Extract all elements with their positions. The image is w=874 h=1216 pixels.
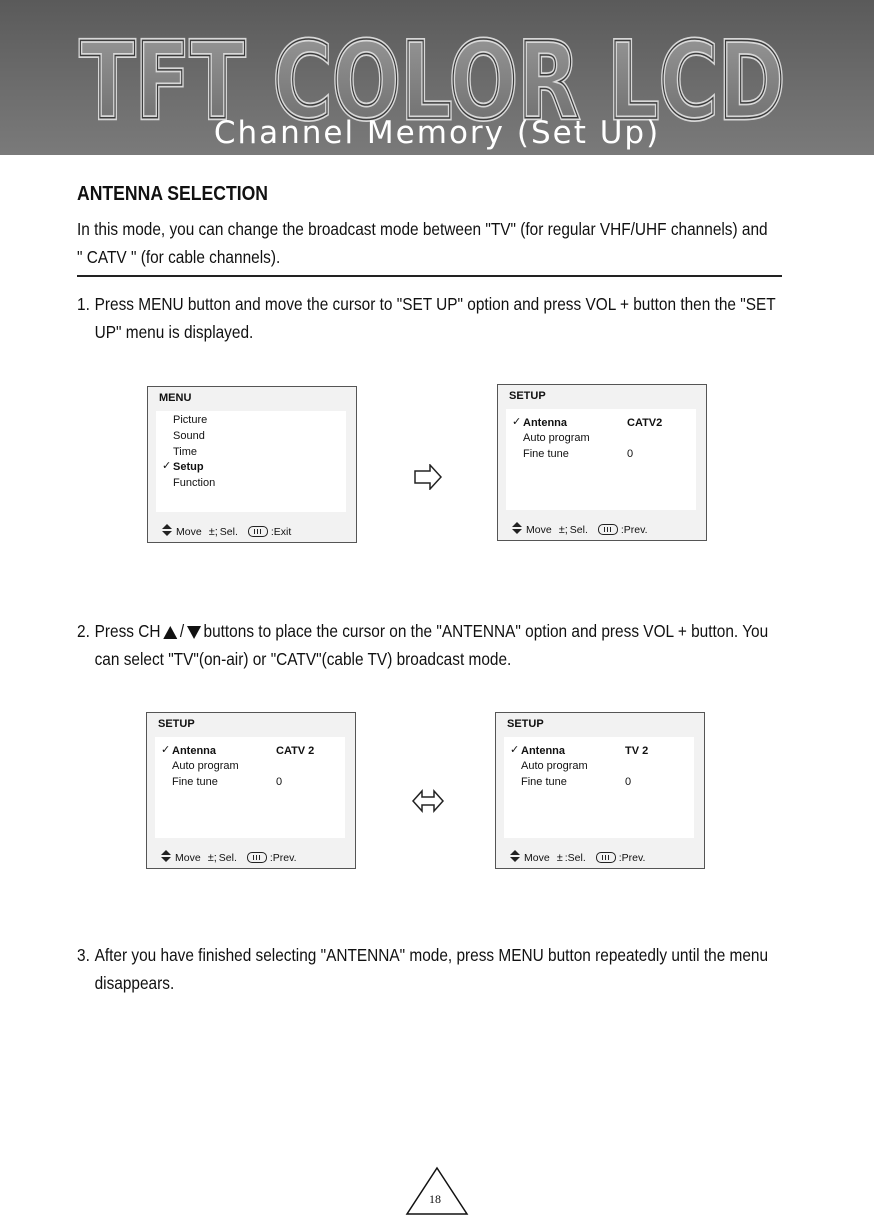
osd-title: SETUP (158, 718, 195, 730)
up-down-icon (510, 850, 520, 865)
logo-outline: TFT COLOR LCD (80, 20, 785, 143)
menu-button-icon (247, 852, 267, 863)
intro-text: In this mode, you can change the broadcast mode between "TV" (for regular VHF/UHF channels) and " CATV " (for cable channels). (77, 219, 768, 267)
osd-setup-screen-1 (497, 384, 707, 541)
up-down-icon (512, 522, 522, 537)
step-1 (77, 290, 781, 346)
osd-footer: Move ±; Sel. :Exit (162, 524, 291, 539)
osd-body: Picture Sound Time ✓ Setup Function (156, 411, 346, 512)
osd-title: SETUP (507, 718, 544, 730)
logo-text: TFT COLOR LCD (80, 20, 785, 143)
plus-minus-icon: ±; (207, 851, 217, 864)
check-icon: ✓ (161, 744, 171, 756)
step-number: 3. (77, 945, 90, 965)
check-icon: ✓ (510, 744, 520, 756)
osd-setup-screen-3 (495, 712, 705, 869)
osd-footer: Move ±; Sel. :Prev. (512, 522, 648, 537)
menu-button-icon (596, 852, 616, 863)
check-icon: ✓ (512, 416, 522, 428)
osd-setup-screen-2 (146, 712, 356, 869)
osd-menu-screen (147, 386, 357, 543)
step-3 (77, 941, 781, 997)
page-number: 18 (429, 1192, 441, 1206)
osd-body: ✓ Antenna CATV2 Auto program Fine tune 0 (506, 409, 696, 510)
check-icon: ✓ (162, 460, 172, 472)
osd-body: ✓ Antenna CATV 2 Auto program Fine tune 0 (155, 737, 345, 838)
plus-minus-icon: ±; (208, 525, 218, 538)
page-number-triangle (405, 1166, 469, 1216)
right-arrow-icon (414, 464, 442, 490)
osd-title: MENU (159, 392, 192, 404)
plus-minus-icon: ± (556, 851, 563, 864)
up-down-icon (161, 850, 171, 865)
osd-title: SETUP (509, 390, 546, 402)
osd-footer: Move ±; Sel. :Prev. (161, 850, 297, 865)
down-triangle-icon (187, 626, 201, 639)
page-subtitle: Channel Memory (Set Up) (213, 115, 661, 151)
up-down-icon (162, 524, 172, 539)
osd-body: ✓ Antenna TV 2 Auto program Fine tune 0 (504, 737, 694, 838)
page-header (0, 0, 874, 155)
step-number: 1. (77, 294, 90, 314)
menu-button-icon (248, 526, 268, 537)
divider (77, 275, 782, 277)
step-text: Press CH / buttons to place the cursor on the "ANTENNA" option and press VOL + button. You can select "TV"(on-air) or "CATV"(cable TV) broadcast mode. (94, 621, 769, 669)
step-text: After you have finished selecting "ANTENNA" mode, press MENU button repeatedly until the menu disappears. (94, 945, 769, 993)
menu-button-icon (598, 524, 618, 535)
step-text: Press MENU button and move the cursor to "SET UP" option and press VOL + button then the "SET UP" menu is displayed. (94, 294, 776, 342)
step-number: 2. (77, 621, 90, 641)
left-right-arrow-icon (412, 788, 444, 814)
plus-minus-icon: ±; (558, 523, 568, 536)
osd-footer: Move ± :Sel. :Prev. (510, 850, 645, 865)
up-triangle-icon (163, 626, 177, 639)
step-2 (77, 617, 781, 673)
section-title: ANTENNA SELECTION (77, 183, 269, 205)
